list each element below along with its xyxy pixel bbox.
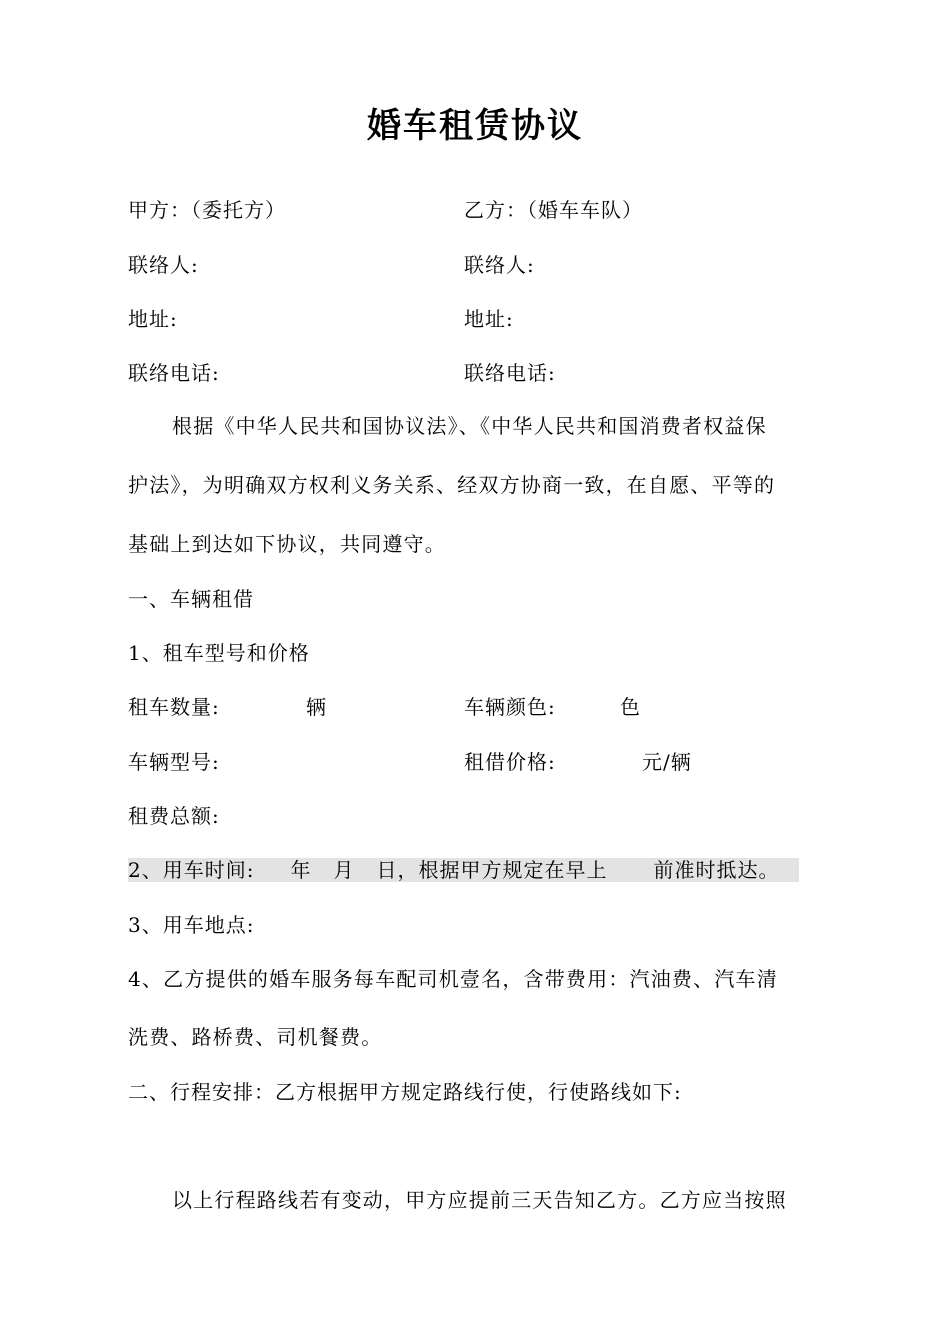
document-title: 婚车租赁协议: [367, 106, 583, 146]
item-4-line-1: 4、乙方提供的婚车服务每车配司机壹名，含带费用：汽油费、汽车清: [128, 967, 778, 991]
rental-price-unit: 元/辆: [642, 750, 692, 774]
usage-time-month: 月: [333, 858, 355, 882]
route-change-note: 以上行程路线若有变动，甲方应提前三天告知乙方。乙方应当按照: [172, 1188, 787, 1212]
contact-b-label: 联络人:: [464, 253, 535, 277]
rental-price-label: 租借价格:: [464, 750, 556, 774]
contact-a-label: 联络人:: [128, 253, 199, 277]
intro-paragraph-line-2: 护法》，为明确双方权利义务关系、经双方协商一致，在自愿、平等的: [128, 473, 776, 497]
phone-a-label: 联络电话:: [128, 361, 220, 385]
section-1-heading: 一、车辆租借: [128, 587, 254, 611]
address-a-label: 地址:: [128, 307, 178, 331]
usage-time-arrival-text: 前准时抵达。: [653, 858, 780, 882]
phone-b-label: 联络电话:: [464, 361, 556, 385]
usage-time-day-text: 日，根据甲方规定在早上: [376, 858, 608, 882]
intro-paragraph-line-3: 基础上到达如下协议，共同遵守。: [128, 532, 446, 556]
vehicle-model-label: 车辆型号:: [128, 750, 220, 774]
item-1-heading: 1、租车型号和价格: [128, 641, 310, 665]
item-2-usage-time: [128, 855, 799, 885]
usage-time-highlight: [128, 858, 799, 882]
intro-paragraph-line-1: 根据《中华人民共和国协议法》、《中华人民共和国消费者权益保: [172, 414, 767, 438]
usage-time-label: 2、用车时间:: [128, 858, 255, 882]
section-2-heading: 二、行程安排：乙方根据甲方规定路线行使，行使路线如下:: [128, 1080, 682, 1104]
rental-total-label: 租费总额:: [128, 804, 220, 828]
address-b-label: 地址:: [464, 307, 514, 331]
item-3-location: 3、用车地点:: [128, 913, 255, 937]
party-a-label: 甲方：（委托方）: [128, 198, 286, 222]
party-b-label: 乙方：（婚车车队）: [464, 198, 643, 222]
rental-quantity-unit: 辆: [306, 695, 327, 719]
item-4-line-2: 洗费、路桥费、司机餐费。: [128, 1025, 383, 1049]
vehicle-color-label: 车辆颜色:: [464, 695, 556, 719]
vehicle-color-unit: 色: [620, 695, 641, 719]
usage-time-year: 年: [290, 858, 312, 882]
rental-quantity-label: 租车数量:: [128, 695, 220, 719]
